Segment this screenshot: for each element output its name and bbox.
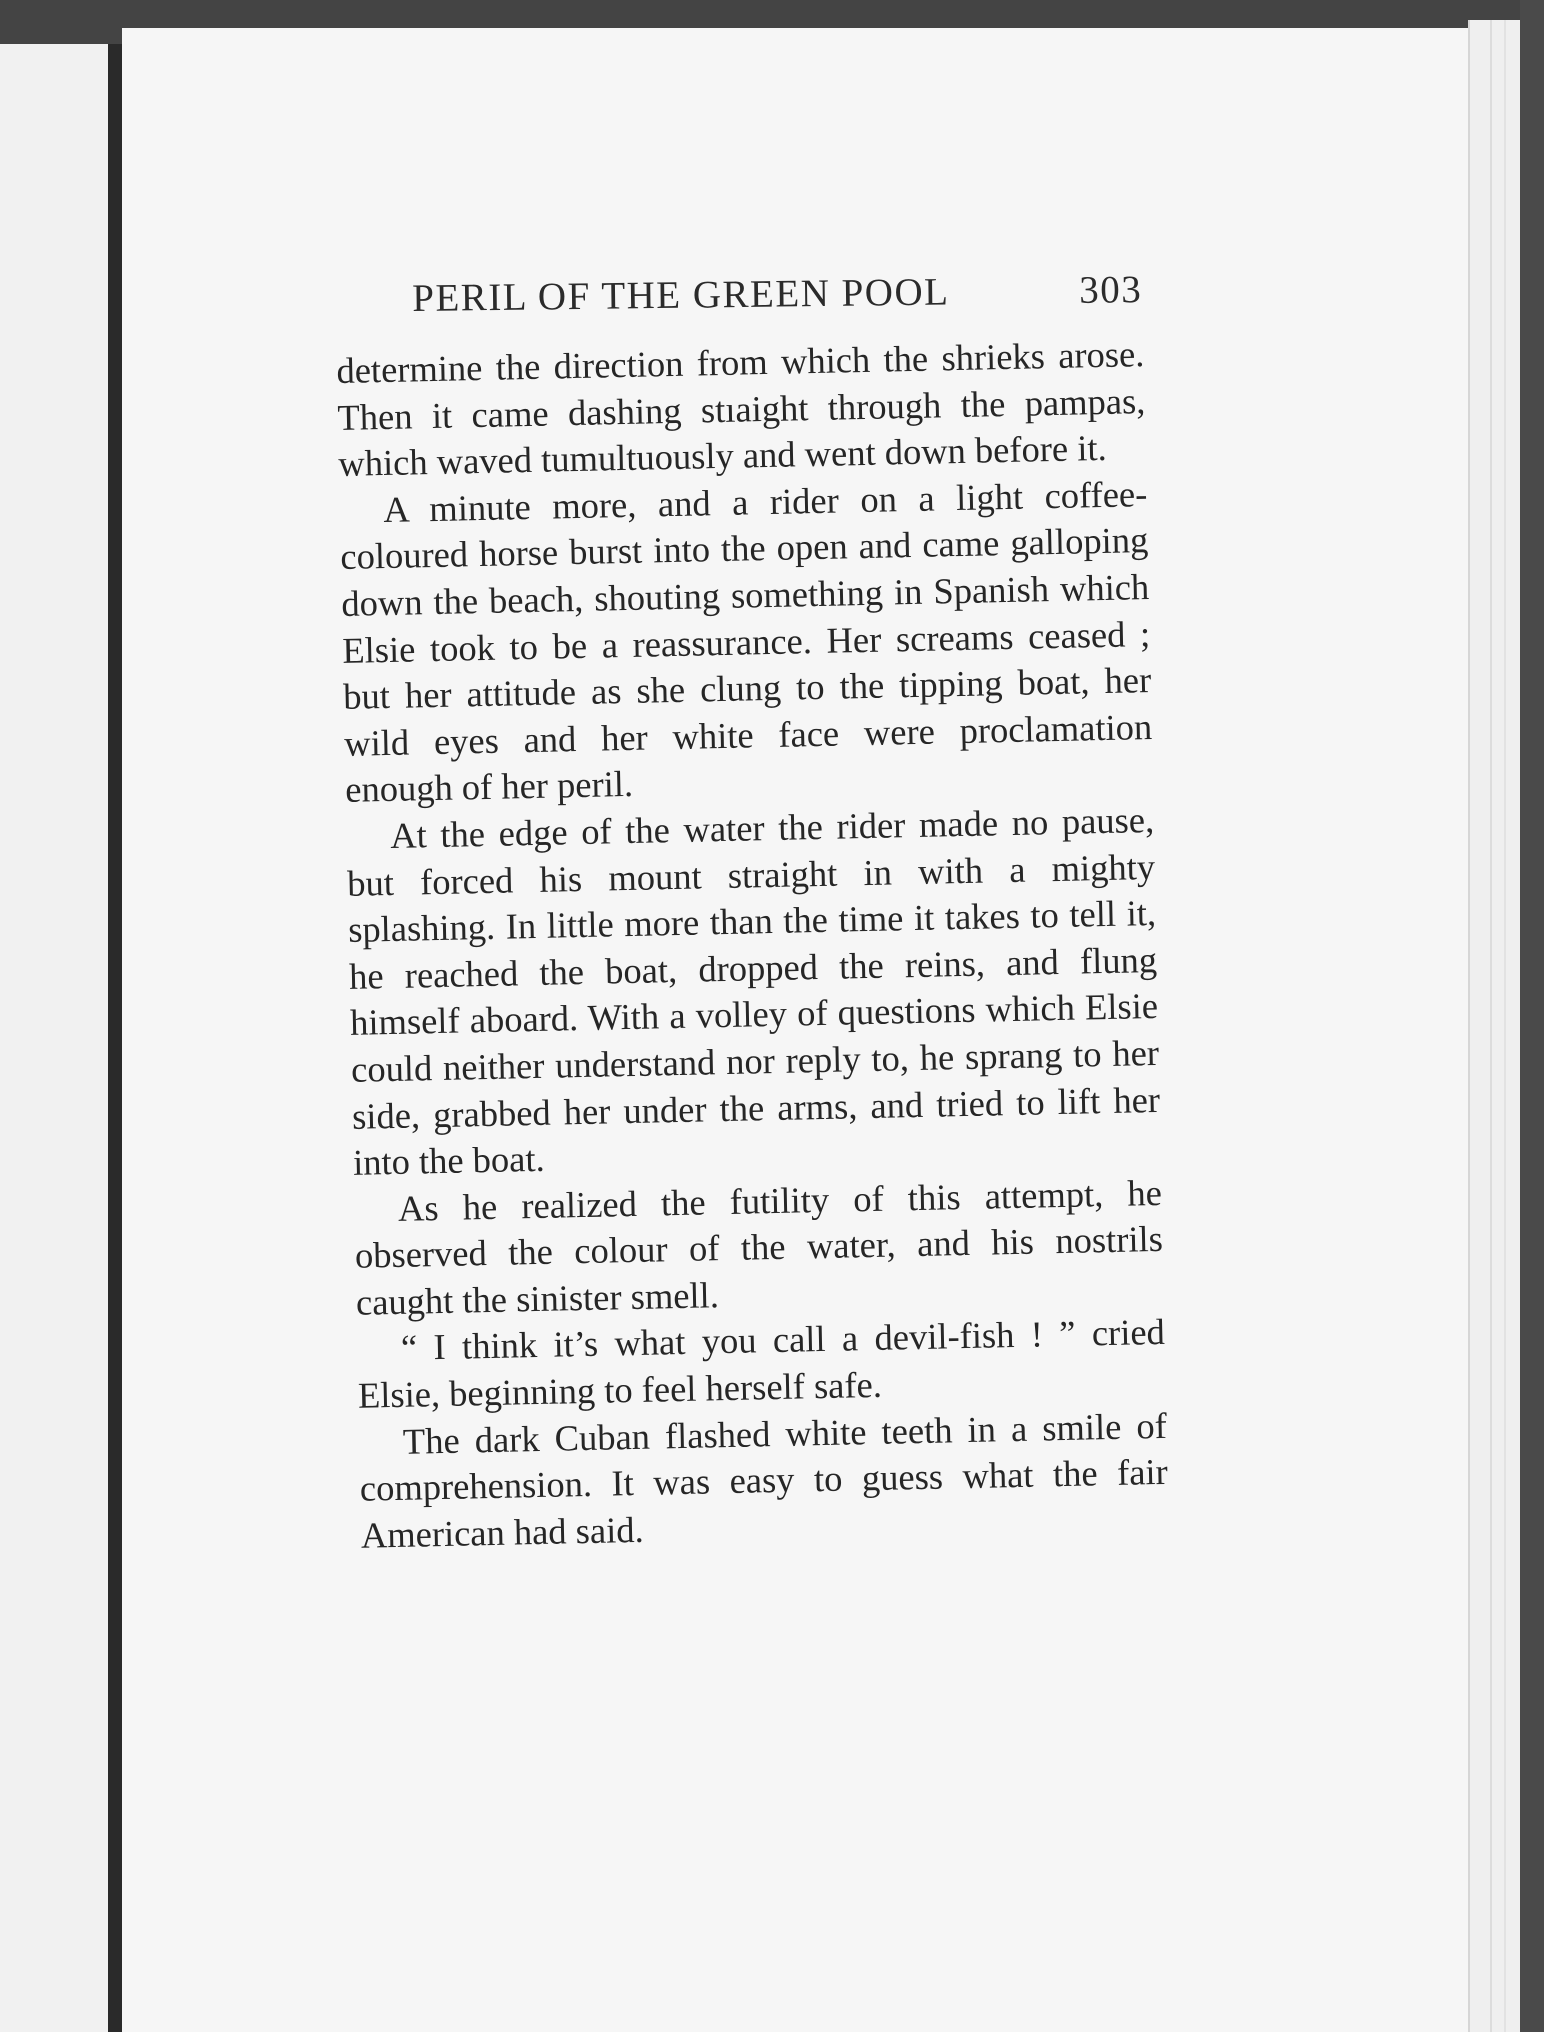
- paragraph: As he realized the futility of this attempt, he observed the colour of the water, and his nostrils caught the sinister smell.: [354, 1171, 1164, 1323]
- body-text: [336, 331, 1169, 1559]
- book-spine: [108, 44, 122, 2032]
- page-stack-edge: [1468, 20, 1522, 2032]
- running-head-title: PERIL OF THE GREEN POOL: [412, 270, 950, 320]
- previous-page-edge: [0, 44, 108, 2032]
- paragraph: A minute more, and a rider on a light coffee-coloured horse burst into the open and came galloping down the beach, shouting something in Spanish which Elsie took to be a reassurance. Her screams ceased ; but her attitude as she clung to the tipping boat, her wild eyes and her white face were proclamation enough of her peril.: [339, 472, 1153, 811]
- paragraph: The dark Cuban flashed white teeth in a smile of comprehension. It was easy to guess what the fair American had said.: [359, 1404, 1169, 1556]
- paragraph: At the edge of the water the rider made no pause, but forced his mount straight in with a mighty splashing. In little more than the time it takes to tell it, he reached the boat, dropped the reins, and flung himself aboard. With a volley of questions which Elsie could neither understand nor reply to, he sprang to her side, grabbed her under the arms, and tried to lift her into the boat.: [346, 798, 1161, 1183]
- paragraph: “ I think it’s what you call a devil-fish ! ” cried Elsie, beginning to feel herself safe.: [357, 1311, 1166, 1416]
- paragraph: determine the direction from which the shrieks arose. Then it came dashing stıaight through the pampas, which waved tumultuously and went down before it.: [336, 333, 1146, 485]
- scan-background: [1520, 0, 1544, 2032]
- page-number: 303: [1078, 268, 1143, 312]
- running-head: [412, 267, 1142, 321]
